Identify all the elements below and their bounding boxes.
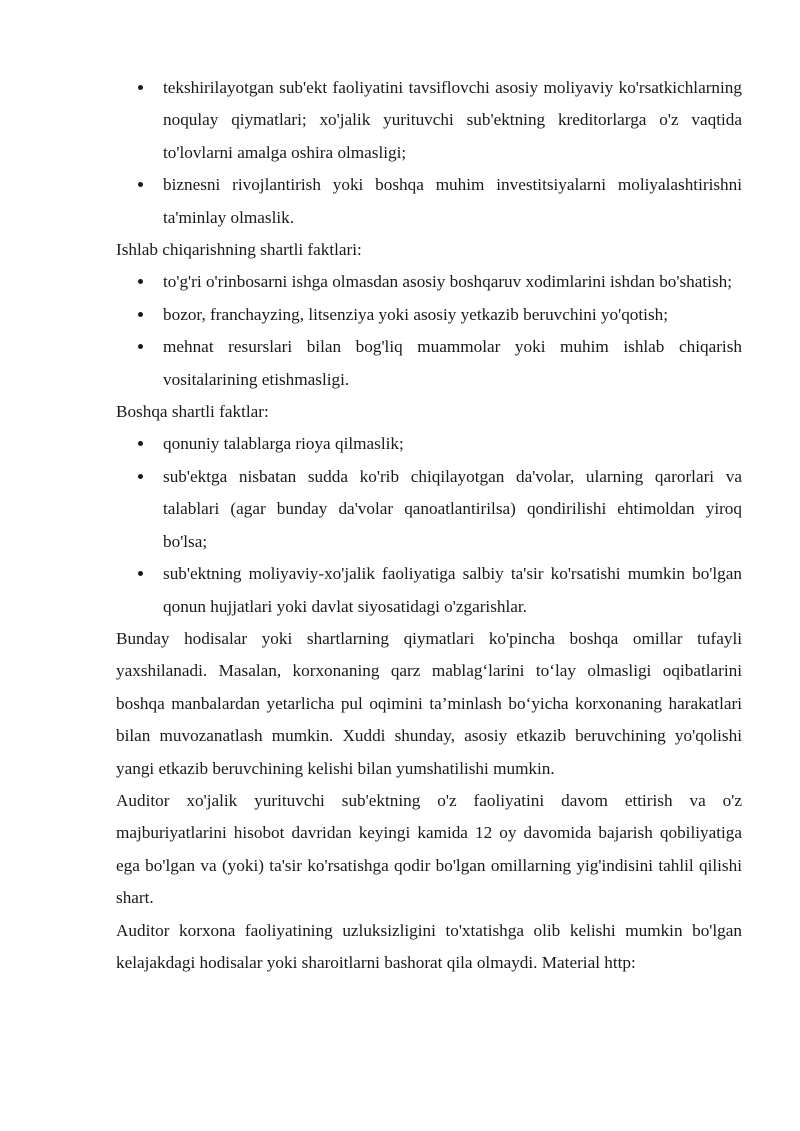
list-item xyxy=(116,169,742,234)
financial-factors-list xyxy=(116,72,742,234)
bullet-icon xyxy=(138,474,143,479)
list-item xyxy=(116,461,742,558)
body-paragraph: Auditor xo'jalik yurituvchi sub'ektning o'z faoliyatini davom ettirish va o'z majburiyatlarini hisobot davridan keyingi kamida 12 oy davomida bajarish qobiliyatiga ega bo'lgan va (yoki) ta'sir ko'rsatishga qodir bo'lgan omillarning yig'indisini tahlil qilishi shart. xyxy=(116,790,742,908)
bullet-icon xyxy=(138,571,143,576)
bullet-icon xyxy=(138,344,143,349)
production-factors-list xyxy=(116,266,742,396)
document-page xyxy=(116,72,742,979)
section-heading-other: Boshqa shartli faktlar: xyxy=(116,402,269,422)
list-item-text: bozor, franchayzing, litsenziya yoki asosiy yetkazib beruvchini yo'qotish; xyxy=(163,304,669,324)
other-factors-list xyxy=(116,428,742,622)
list-item xyxy=(116,266,742,298)
body-paragraph: Bunday hodisalar yoki shartlarning qiymatlari ko'pincha boshqa omillar tufayli yaxshilanadi. Masalan, korxonaning qarz mablag‘larini to‘lay olmasligi oqibatlarini boshqa manbalardan yetarlicha pul oqimini ta’minlash bo‘yicha korxonaning harakatlari bilan muvozanatlash mumkin. Xuddi shunday, asosiy etkazib beruvchining yo'qolishi yangi etkazib beruvchining kelishi bilan yumshatilishi mumkin. xyxy=(116,628,742,778)
list-item xyxy=(116,428,742,460)
section-heading-production: Ishlab chiqarishning shartli faktlari: xyxy=(116,240,362,260)
list-item-text: biznesni rivojlantirish yoki boshqa muhim investitsiyalarni moliyalashtirishni ta'minlay olmaslik. xyxy=(163,175,742,227)
list-item-text: tekshirilayotgan sub'ekt faoliyatini tavsiflovchi asosiy moliyaviy ko'rsatkichlarning noqulay qiymatlari; xo'jalik yurituvchi sub'ektning kreditorlarga o'z vaqtida to'lovlarni amalga oshira olmasligi; xyxy=(163,78,742,162)
list-item-text: sub'ektga nisbatan sudda ko'rib chiqilayotgan da'volar, ularning qarorlari va talablari (agar bunday da'volar qanoatlantirilsa) qondirilishi ehtimoldan yiroq bo'lsa; xyxy=(163,466,742,551)
list-item-text: mehnat resurslari bilan bog'liq muammolar yoki muhim ishlab chiqarish vositalarining etishmasligi. xyxy=(163,337,742,389)
list-item-text: sub'ektning moliyaviy-xo'jalik faoliyatiga salbiy ta'sir ko'rsatishi mumkin bo'lgan qonun hujjatlari yoki davlat siyosatidagi o'zgarishlar. xyxy=(163,564,742,616)
bullet-icon xyxy=(138,312,143,317)
body-paragraph: Auditor korxona faoliyatining uzluksizligini to'xtatishga olib kelishi mumkin bo'lgan kelajakdagi hodisalar yoki sharoitlarni bashorat qila olmaydi. Material http: xyxy=(116,920,742,972)
list-item xyxy=(116,558,742,623)
bullet-icon xyxy=(138,279,143,284)
list-item-text: qonuniy talablarga rioya qilmaslik; xyxy=(163,434,404,454)
list-item xyxy=(116,331,742,396)
list-item xyxy=(116,72,742,169)
bullet-icon xyxy=(138,85,143,90)
list-item-text: to'g'ri o'rinbosarni ishga olmasdan asosiy boshqaruv xodimlarini ishdan bo'shatish; xyxy=(163,272,733,292)
list-item xyxy=(116,299,742,331)
bullet-icon xyxy=(138,182,143,187)
bullet-icon xyxy=(138,441,143,446)
